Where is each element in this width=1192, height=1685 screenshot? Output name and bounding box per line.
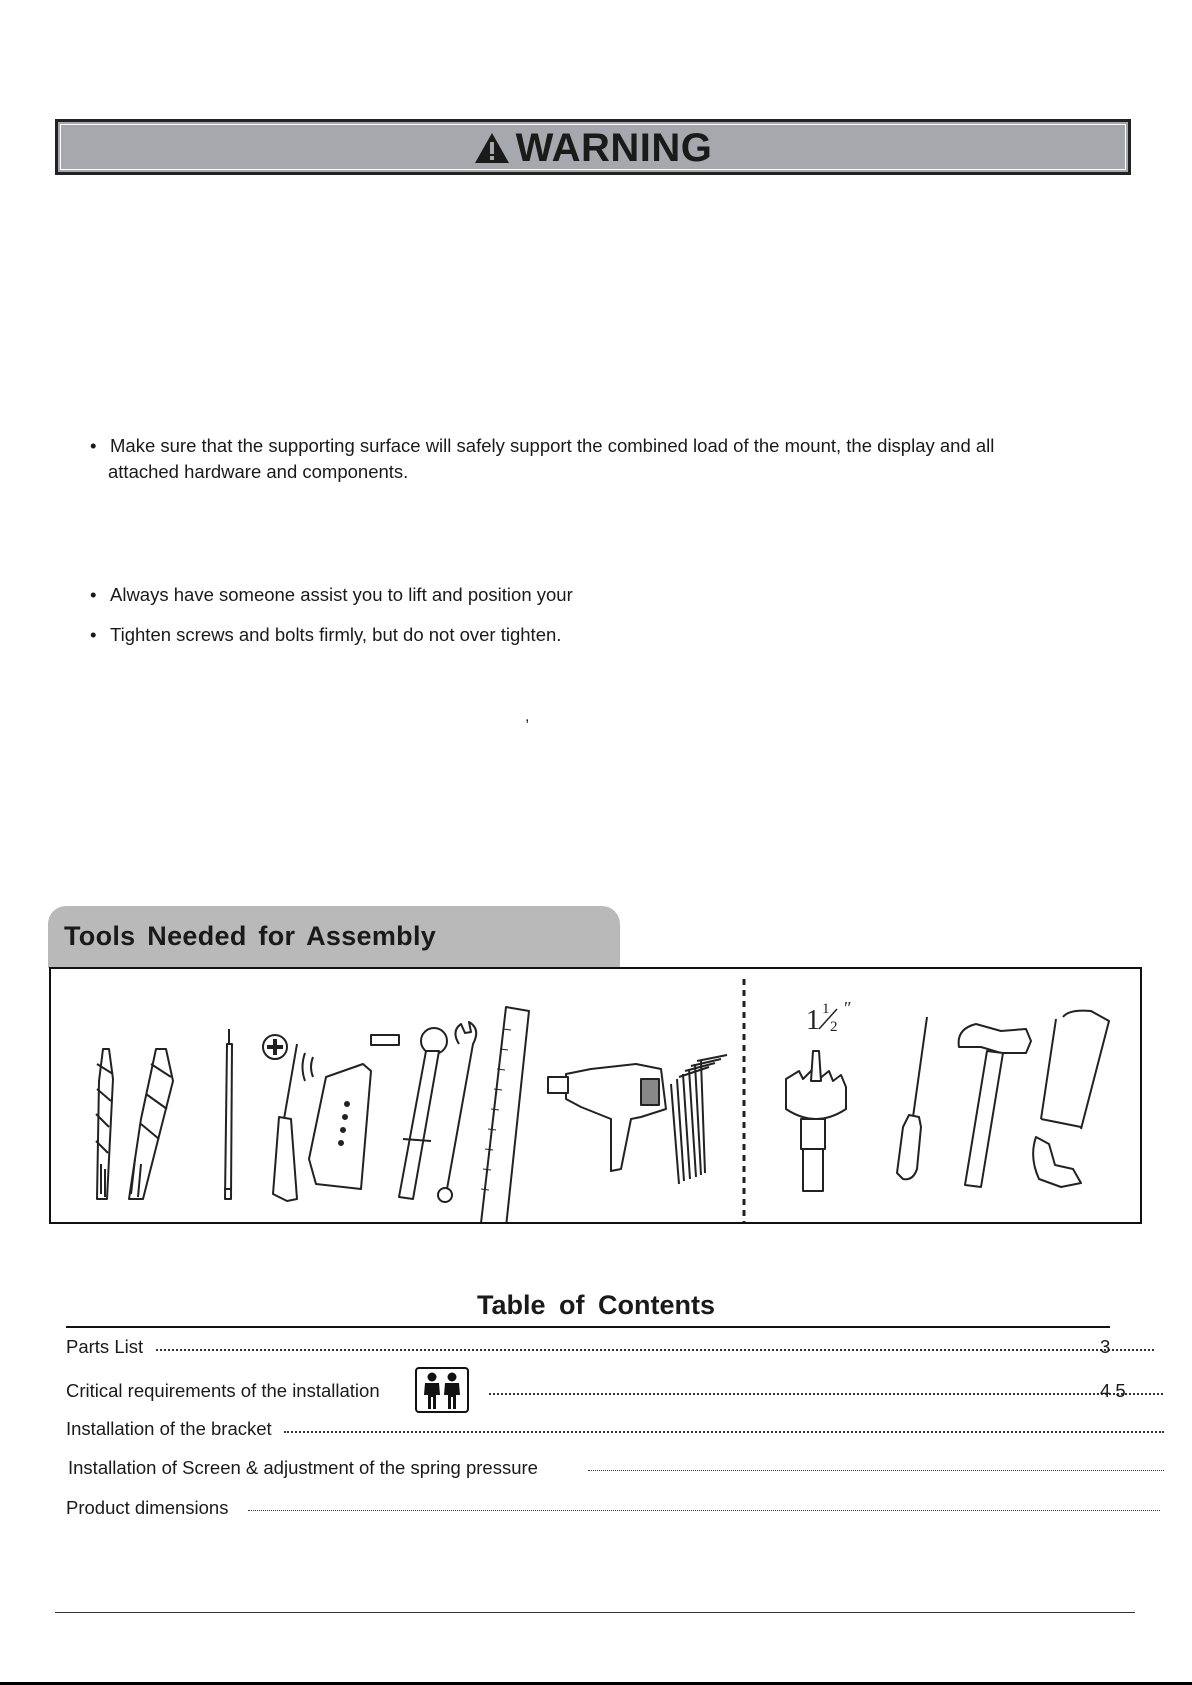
hole-saw-size-whole: 1: [806, 1005, 820, 1036]
bullet-dot: •: [90, 624, 97, 645]
stray-comma: ,: [525, 708, 530, 725]
hammer-icon: [959, 1024, 1031, 1187]
toc-item-page: 4 5: [1100, 1380, 1126, 1401]
toc-dot-leader: [248, 1510, 1160, 1511]
phillips-screwdriver-icon: [263, 1035, 297, 1201]
two-people-icon: [415, 1367, 469, 1413]
hole-saw-size-unit: ″: [844, 998, 852, 1018]
toc-title: Table of Contents: [477, 1290, 715, 1320]
hacksaw-icon: [1033, 1011, 1109, 1187]
pencil-icon: [224, 1029, 232, 1199]
tools-header-text: Tools Needed for Assembly: [64, 921, 437, 951]
toc-item-page: 3: [1100, 1336, 1111, 1357]
toc-title-rule: [66, 1326, 1110, 1328]
bullet-dot: •: [90, 584, 97, 605]
warning-triangle-icon: [474, 132, 510, 164]
toc-item-parts-list: [66, 1336, 1136, 1362]
bullet-tighten-screws: [90, 622, 561, 648]
toc-item-label: Critical requirements of the installation: [66, 1380, 380, 1401]
bullet-dot: •: [90, 435, 97, 456]
warning-heading: [58, 126, 1128, 171]
hex-key-set-icon: [671, 1055, 727, 1184]
awl-icon: [897, 1017, 927, 1179]
toc-item-screen-installation: [68, 1457, 1138, 1483]
warning-banner: [55, 119, 1131, 175]
tools-panel: [49, 967, 1142, 1224]
hole-saw-size-denominator: 2: [830, 1019, 838, 1035]
drill-bit-icon: [96, 1049, 113, 1199]
toc-item-critical-requirements: [66, 1380, 1136, 1406]
toc-dot-leader: [588, 1470, 1164, 1471]
ruler-icon: [481, 1007, 529, 1222]
bullet-support-surface: [90, 433, 994, 485]
toc-dot-leader: [156, 1349, 1154, 1351]
toc-item-label: Installation of the bracket: [66, 1418, 272, 1439]
toc-item-bracket: [66, 1418, 1136, 1444]
bullet-assist-lift: [90, 582, 573, 608]
toc-dot-leader: [284, 1431, 1164, 1433]
hole-saw-size-numerator: 1: [822, 1001, 830, 1017]
toc-item-label: Installation of Screen & adjustment of the spring pressure: [68, 1457, 538, 1478]
drill-bit-icon: [129, 1049, 173, 1199]
power-drill-icon: [548, 1064, 666, 1171]
bullet-text: Make sure that the supporting surface will safely support the combined load of the mount, the display and all: [110, 435, 995, 456]
hole-saw-icon: [786, 998, 852, 1191]
warning-title-text: WARNING: [515, 126, 713, 170]
bullet-text: Always have someone assist you to lift and position your: [110, 584, 573, 605]
stud-finder-icon: [303, 1053, 372, 1189]
toc-item-product-dimensions: [66, 1497, 1136, 1523]
socket-wrench-icon: [371, 1028, 447, 1199]
toc-item-label: Product dimensions: [66, 1497, 229, 1518]
toc-dot-leader: [489, 1393, 1163, 1395]
bullet-text-continued: attached hardware and components.: [108, 461, 409, 482]
footer-rule: [55, 1612, 1135, 1613]
toc-item-label: Parts List: [66, 1336, 144, 1357]
bullet-text: Tighten screws and bolts firmly, but do not over tighten.: [110, 624, 562, 645]
tools-section-header: [48, 906, 620, 968]
